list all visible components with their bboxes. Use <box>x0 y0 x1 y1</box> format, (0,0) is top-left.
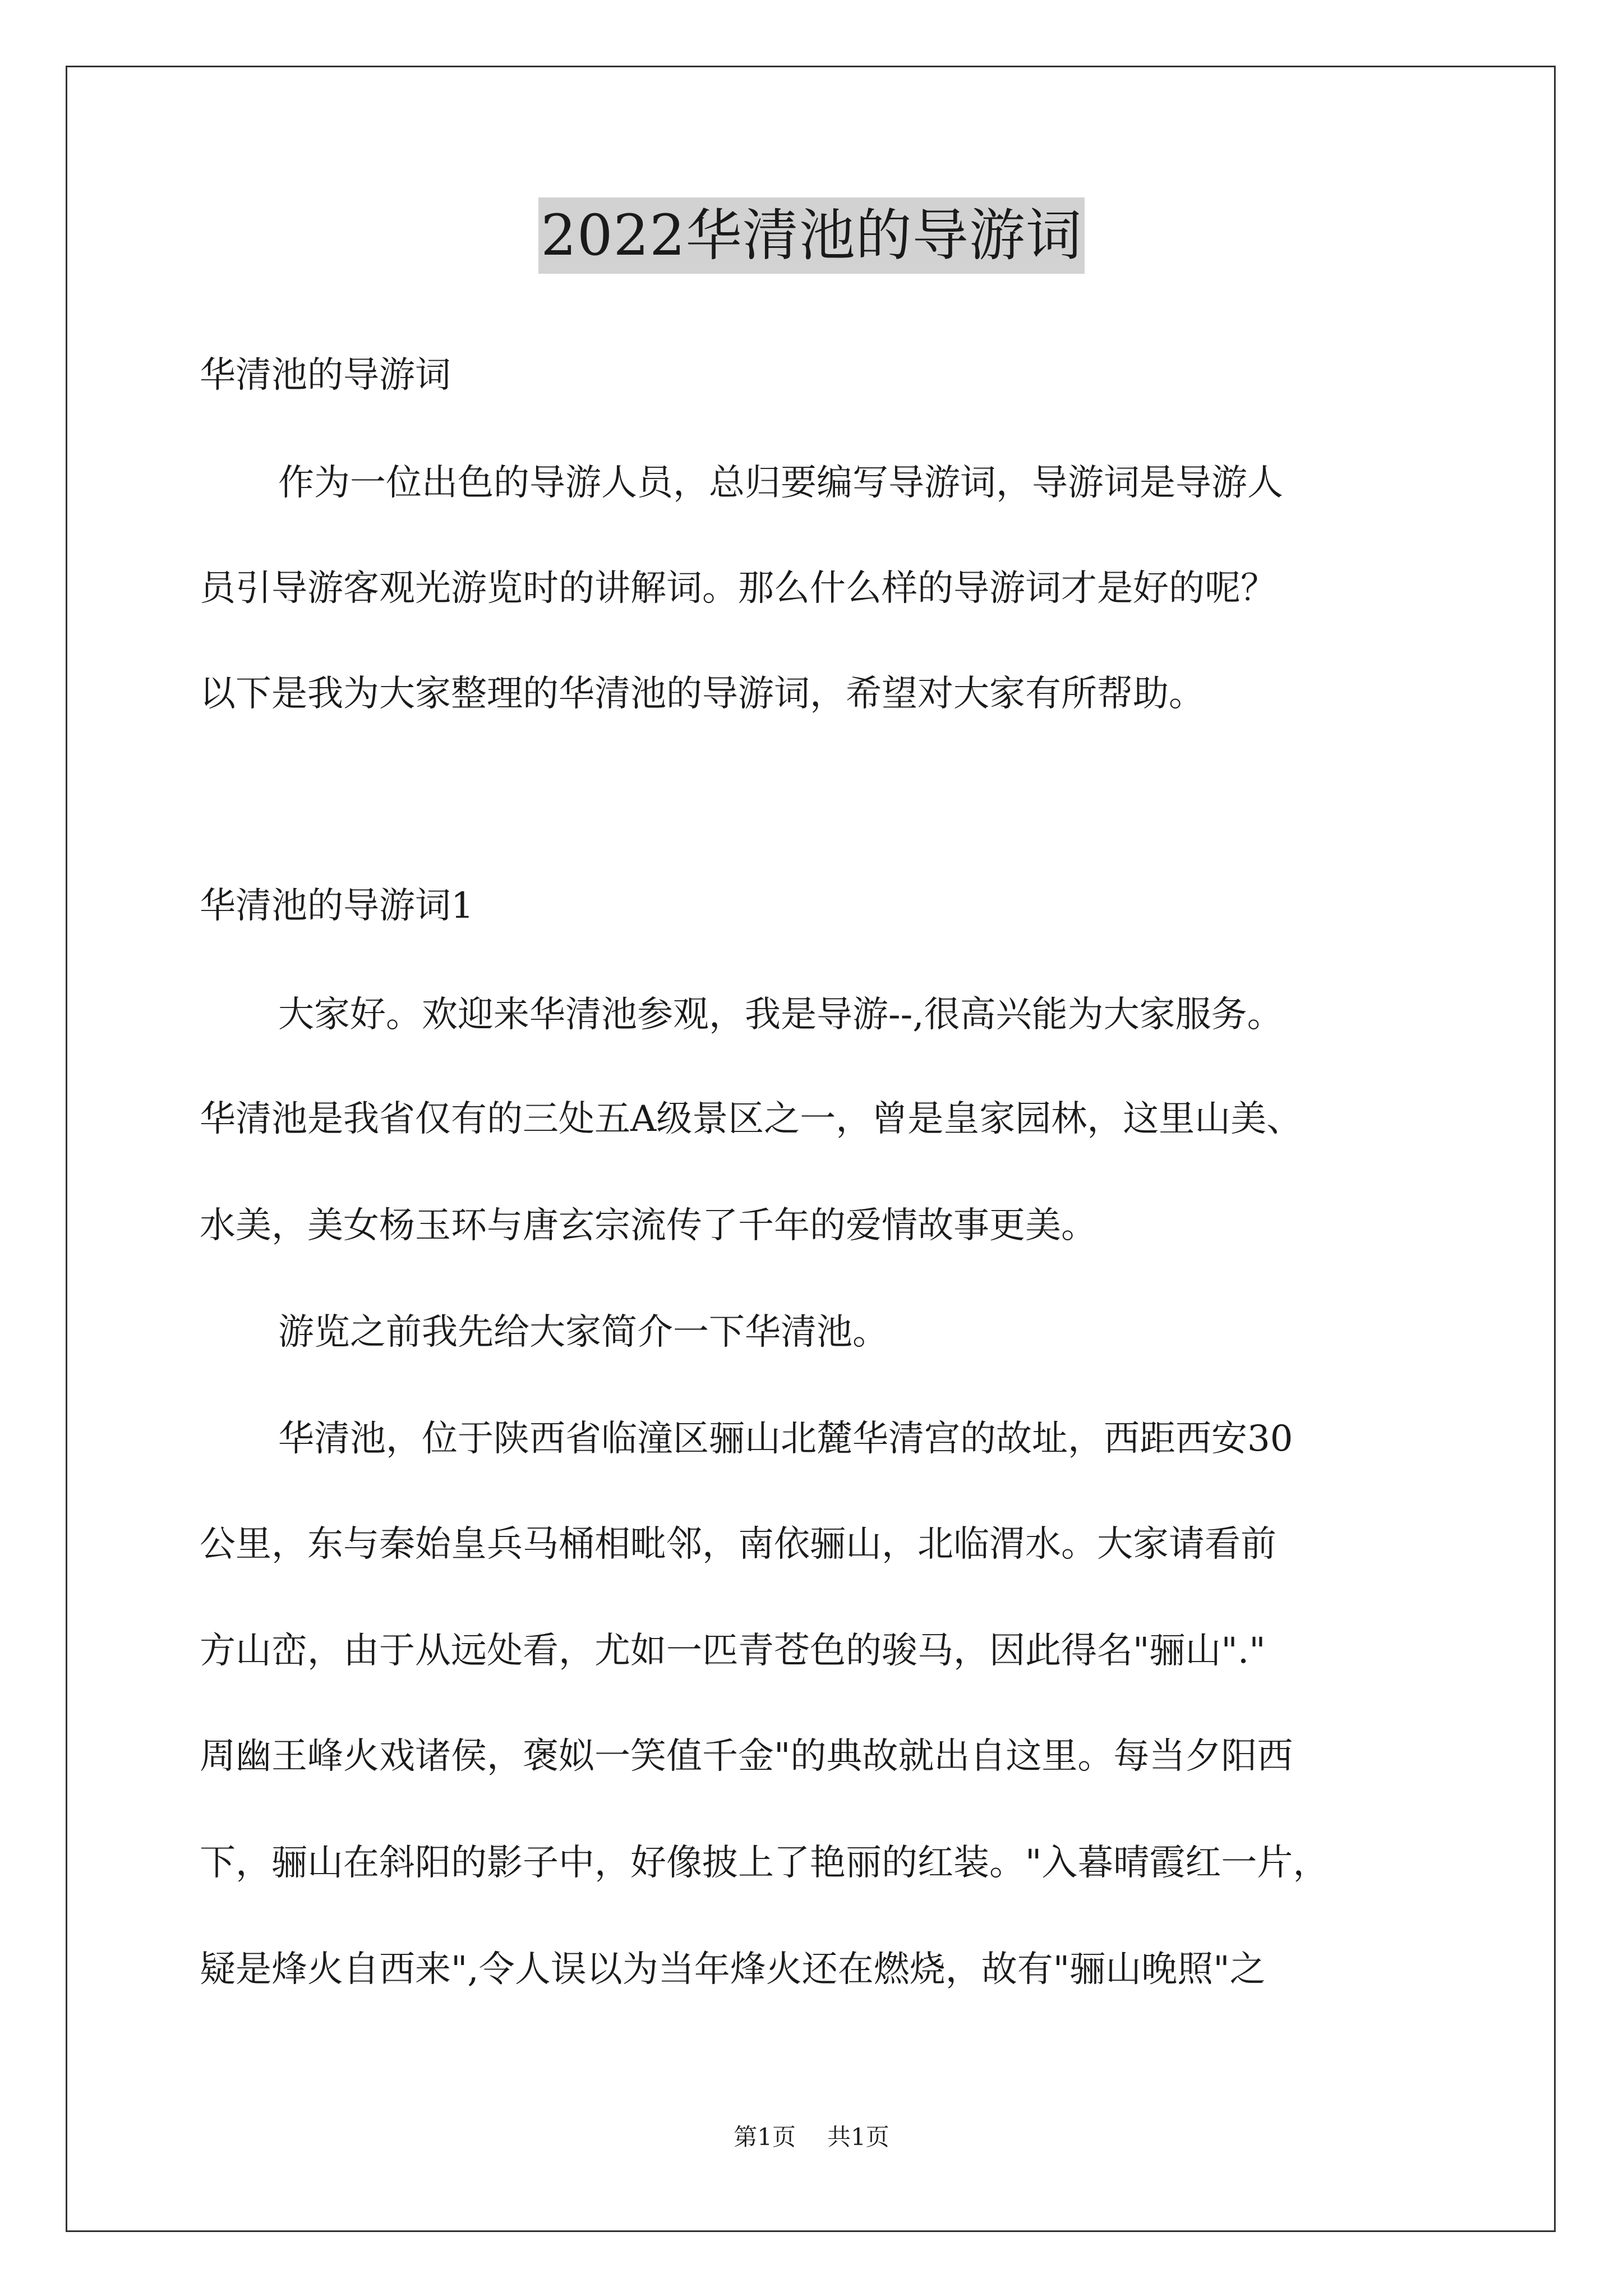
section-line: 水美，美女杨玉环与唐玄宗流传了千年的爱情故事更美。 <box>200 1205 1097 1246</box>
page-total: 共1页 <box>827 2123 889 2151</box>
section-heading: 华清池的导游词1 <box>200 885 474 927</box>
page-footer <box>0 2120 1623 2154</box>
page-number: 第1页 <box>734 2123 796 2151</box>
intro-line: 以下是我为大家整理的华清池的导游词，希望对大家有所帮助。 <box>200 673 1205 715</box>
section-line: 大家好。欢迎来华清池参观，我是导游--,很高兴能为大家服务。 <box>278 994 1283 1036</box>
section-line: 方山峦，由于从远处看，尤如一匹青苍色的骏马，因此得名"骊山"." <box>200 1630 1266 1672</box>
section-line: 华清池，位于陕西省临潼区骊山北麓华清宫的故址，西距西安30 <box>278 1418 1293 1460</box>
intro-line: 员引导游客观光游览时的讲解词。那么什么样的导游词才是好的呢？ <box>200 568 1276 609</box>
title-container <box>0 197 1623 274</box>
section-line: 公里，东与秦始皇兵马桶相毗邻，南依骊山，北临渭水。大家请看前 <box>200 1524 1276 1565</box>
section-line: 游览之前我先给大家简介一下华清池。 <box>278 1312 888 1353</box>
subheading: 华清池的导游词 <box>200 355 451 396</box>
section-line: 下，骊山在斜阳的影子中，好像披上了艳丽的红装。"入暮晴霞红一片， <box>200 1842 1329 1884</box>
section-line: 周幽王峰火戏诸侯，褒姒一笑值千金"的典故就出自这里。每当夕阳西 <box>200 1736 1293 1777</box>
intro-line: 作为一位出色的导游人员，总归要编写导游词，导游词是导游人 <box>278 462 1283 504</box>
section-line: 华清池是我省仅有的三处五A级景区之一，曾是皇家园林，这里山美、 <box>200 1098 1303 1140</box>
document-title: 2022华清池的导游词 <box>538 197 1085 274</box>
section-line: 疑是烽火自西来",令人误以为当年烽火还在燃烧，故有"骊山晚照"之 <box>200 1949 1266 1990</box>
